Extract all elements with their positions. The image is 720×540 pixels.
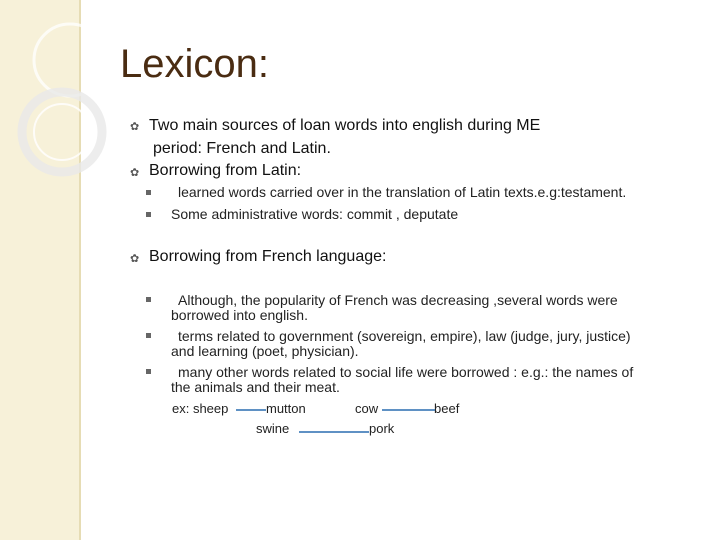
flower-bullet-icon: ✿ bbox=[130, 121, 140, 133]
sub-bullet-text: the animals and their meat. bbox=[171, 379, 340, 395]
sub-bullet-text: Although, the popularity of French was decreasing ,several words were bbox=[178, 292, 618, 308]
bullet-text: Two main sources of loan words into english during ME bbox=[149, 117, 541, 134]
square-bullet-icon bbox=[146, 369, 151, 374]
example-word-swine: swine bbox=[256, 421, 290, 436]
bullet-text: Borrowing from French language: bbox=[149, 248, 387, 265]
flower-bullet-icon: ✿ bbox=[130, 253, 140, 265]
square-bullet-icon bbox=[146, 333, 151, 338]
sub-bullet-text: learned words carried over in the translation of Latin texts.e.g:testament. bbox=[178, 184, 627, 200]
sub-bullet-text: and learning (poet, physician). bbox=[171, 343, 359, 359]
decorative-rings-icon bbox=[0, 0, 140, 220]
sub-bullet-text: many other words related to social life were borrowed : e.g.: the names of bbox=[178, 364, 634, 380]
square-bullet-icon bbox=[146, 212, 151, 217]
example-prefix: ex: sheep bbox=[172, 401, 229, 416]
decorative-sidebar bbox=[0, 0, 81, 540]
bullet-text: Borrowing from Latin: bbox=[149, 162, 302, 179]
example-word-beef: beef bbox=[434, 401, 460, 416]
bullet-text: period: French and Latin. bbox=[153, 140, 331, 157]
sub-bullet-text: Some administrative words: commit , deputate bbox=[171, 206, 459, 222]
flower-bullet-icon: ✿ bbox=[130, 167, 140, 179]
example-word-pork: pork bbox=[369, 421, 395, 436]
example-word-cow: cow bbox=[355, 401, 379, 416]
sub-bullet-text: borrowed into english. bbox=[171, 307, 308, 323]
example-word-mutton: mutton bbox=[266, 401, 306, 416]
slide-title: Lexicon: bbox=[120, 42, 269, 86]
square-bullet-icon bbox=[146, 297, 151, 302]
square-bullet-icon bbox=[146, 190, 151, 195]
sub-bullet-text: terms related to government (sovereign, empire), law (judge, jury, justice) bbox=[178, 328, 631, 344]
